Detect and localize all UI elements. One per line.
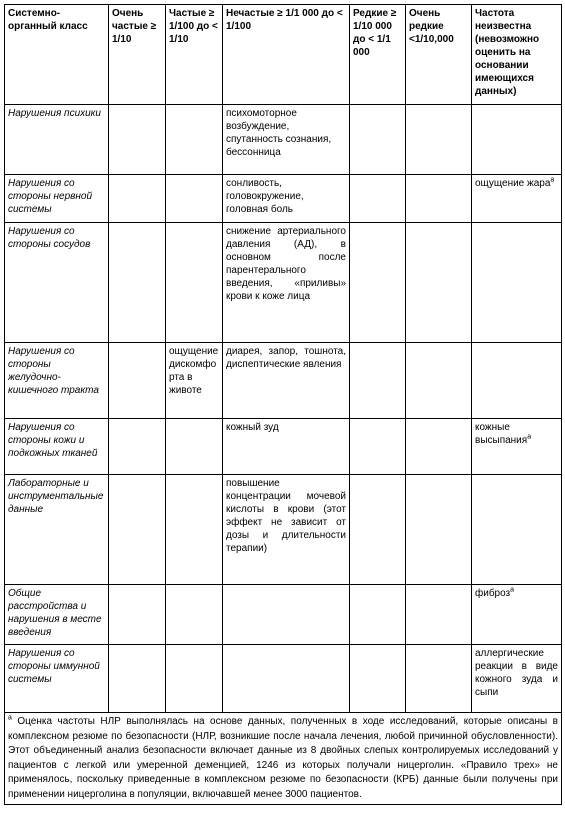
- unknown-frequency-cell: [472, 475, 562, 585]
- very-rare-cell: [406, 105, 472, 175]
- very-common-cell: [109, 419, 166, 475]
- header-rare: Редкие ≥ 1/10 000 до < 1/1 000: [350, 5, 406, 105]
- table-row: [5, 343, 562, 419]
- header-very-common: Очень частые ≥ 1/10: [109, 5, 166, 105]
- organ-class-cell: Нарушения со стороны иммунной системы: [5, 645, 109, 713]
- header-organ-class: Системно-органный класс: [5, 5, 109, 105]
- very-rare-cell: [406, 475, 472, 585]
- rare-cell: [350, 419, 406, 475]
- organ-class-cell: Нарушения со стороны нервной системы: [5, 175, 109, 223]
- very-rare-cell: [406, 585, 472, 645]
- uncommon-cell: кожный зуд: [223, 419, 350, 475]
- unknown-frequency-cell: [472, 343, 562, 419]
- rare-cell: [350, 585, 406, 645]
- footnote-marker: a: [527, 433, 532, 441]
- organ-class-cell: Нарушения со стороны желудочно-кишечного тракта: [5, 343, 109, 419]
- organ-class-cell: Общие расстройства и нарушения в месте введения: [5, 585, 109, 645]
- header-uncommon: Нечастые ≥ 1/1 000 до < 1/100: [223, 5, 350, 105]
- footnote-text: Оценка частоты НЛР выполнялась на основе данных, полученных в ходе исследований, которые описаны в комплексном резюме по безопасности (НЛР, возникшие после начала лечения, любой причинной обусловленности). Этот объединенный анализ безопасности включает данные из 8 двойных слепых контролируемых исследований у пациентов с легкой или умеренной деменцией, 1246 из которых получали ницерголин. «Правило трех» не применялось, поскольку приведенные в комплексном резюме по безопасности (КРБ) данные были получены при применении ницерголина в популяции, включавшей менее 3000 пациентов.: [8, 716, 558, 800]
- common-cell: [166, 105, 223, 175]
- very-common-cell: [109, 105, 166, 175]
- rare-cell: [350, 105, 406, 175]
- header-very-rare: Очень редкие <1/10,000: [406, 5, 472, 105]
- organ-class-cell: Лабораторные и инструментальные данные: [5, 475, 109, 585]
- uncommon-cell: сонливость, головокружение, головная боль: [223, 175, 350, 223]
- very-rare-cell: [406, 419, 472, 475]
- uncommon-cell: повышение концентрации мочевой кислоты в крови (этот эффект не зависит от дозы и длительности терапии): [223, 475, 350, 585]
- uncommon-cell: снижение артериального давления (АД), в основном после парентерального введения, «приливы» крови к коже лица: [223, 223, 350, 343]
- adverse-reactions-table: [4, 4, 562, 805]
- common-cell: [166, 475, 223, 585]
- very-common-cell: [109, 175, 166, 223]
- header-unknown: Частота неизвестна (невозможно оценить на основании имеющихся данных): [472, 5, 562, 105]
- footnote-cell: [5, 713, 562, 805]
- very-common-cell: [109, 645, 166, 713]
- table-row: [5, 475, 562, 585]
- very-rare-cell: [406, 223, 472, 343]
- unknown-frequency-cell: [472, 419, 562, 475]
- table-row: [5, 105, 562, 175]
- very-rare-cell: [406, 175, 472, 223]
- footnote-marker: a: [8, 714, 12, 722]
- table-header-row: [5, 5, 562, 105]
- rare-cell: [350, 475, 406, 585]
- unknown-frequency-text: фиброз: [475, 588, 511, 599]
- very-common-cell: [109, 343, 166, 419]
- table-row: [5, 175, 562, 223]
- uncommon-cell: [223, 645, 350, 713]
- uncommon-cell: диарея, запор, тошнота, диспептические явления: [223, 343, 350, 419]
- unknown-frequency-cell: [472, 223, 562, 343]
- table-row: [5, 419, 562, 475]
- unknown-frequency-text: ощущение жара: [475, 178, 551, 189]
- common-cell: [166, 585, 223, 645]
- rare-cell: [350, 223, 406, 343]
- footnote-row: [5, 713, 562, 805]
- common-cell: [166, 645, 223, 713]
- rare-cell: [350, 175, 406, 223]
- unknown-frequency-text: кожные высыпания: [475, 422, 528, 446]
- very-rare-cell: [406, 645, 472, 713]
- table-row: [5, 645, 562, 713]
- header-common: Частые ≥ 1/100 до < 1/10: [166, 5, 223, 105]
- unknown-frequency-cell: аллергические реакции в виде кожного зуда и сыпи: [472, 645, 562, 713]
- table-row: [5, 585, 562, 645]
- organ-class-cell: Нарушения со стороны кожи и подкожных тканей: [5, 419, 109, 475]
- common-cell: ощущение дискомфорта в животе: [166, 343, 223, 419]
- footnote-marker: a: [550, 176, 555, 184]
- unknown-frequency-cell: [472, 105, 562, 175]
- very-rare-cell: [406, 343, 472, 419]
- uncommon-cell: [223, 585, 350, 645]
- very-common-cell: [109, 223, 166, 343]
- very-common-cell: [109, 475, 166, 585]
- rare-cell: [350, 343, 406, 419]
- common-cell: [166, 419, 223, 475]
- very-common-cell: [109, 585, 166, 645]
- table-row: [5, 223, 562, 343]
- uncommon-cell: психомоторное возбуждение, спутанность сознания, бессонница: [223, 105, 350, 175]
- organ-class-cell: Нарушения со стороны сосудов: [5, 223, 109, 343]
- unknown-frequency-cell: [472, 175, 562, 223]
- organ-class-cell: Нарушения психики: [5, 105, 109, 175]
- rare-cell: [350, 645, 406, 713]
- footnote-marker: a: [510, 586, 515, 594]
- unknown-frequency-cell: [472, 585, 562, 645]
- common-cell: [166, 223, 223, 343]
- common-cell: [166, 175, 223, 223]
